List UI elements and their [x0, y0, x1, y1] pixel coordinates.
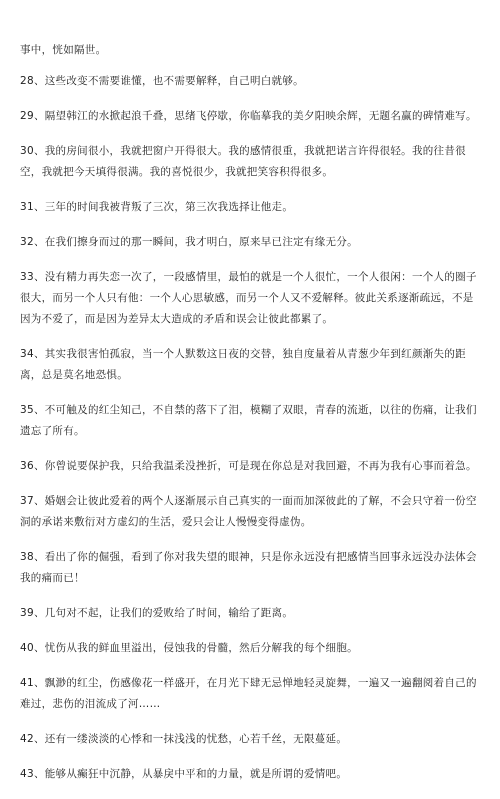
entry-31: 31、三年的时间我被背叛了三次，第三次我选择让他走。 [20, 201, 294, 213]
entry-32: 32、在我们擦身而过的那一瞬间，我才明白，原来早已注定有缘无分。 [20, 236, 358, 248]
entry-37: 37、婚姻会让彼此爱着的两个人逐渐展示自己真实的一面而加深彼此的了解，不会只守着一份空洞的承诺来敷衍对方虚幻的生活，爱只会让人慢慢变得虚伪。 [20, 495, 477, 528]
entry-39: 39、几句对不起，让我们的爱败给了时间，输给了距离。 [20, 607, 294, 619]
entry-42: 42、还有一缕淡淡的心悸和一抹浅浅的忧愁，心若千丝，无限蔓延。 [20, 733, 348, 745]
document-body [20, 40, 482, 799]
entry-43: 43、能够从癫狂中沉静，从暴戾中平和的力量，就是所谓的爱情吧。 [20, 768, 348, 780]
entry-29: 29、隔望韩江的水掀起浪千叠，思绪飞停歇，你临摹我的美夕阳映余辉，无题名赢的碑情难写。 [20, 110, 477, 122]
entry-40: 40、忧伤从我的鲜血里溢出，侵蚀我的骨髓，然后分解我的每个细胞。 [20, 642, 358, 654]
entry-41: 41、飘渺的红尘，伤感像花一样盛开，在月光下肆无忌惮地轻灵旋舞，一遍又一遍翻阅着自己的难过，悲伤的泪流成了河…… [20, 677, 477, 710]
entry-33: 33、没有精力再失恋一次了，一段感情里，最怕的就是一个人很忙，一个人很闲：一个人的圈子很大，而另一个人只有他：一个人心思敏感，而另一个人又不爱解释。彼此关系逐渐疏远，不是因为不爱了，而是因为差异太大造成的矛盾和误会让彼此都累了。 [20, 271, 477, 325]
entry-28: 28、这些改变不需要谁懂，也不需要解释，自己明白就够。 [20, 75, 304, 87]
entry-35: 35、不可触及的红尘知己，不自禁的落下了泪，模糊了双眼，青春的流逝，以往的伤痛，让我们遗忘了所有。 [20, 404, 477, 437]
entry-30: 30、我的房间很小，我就把窗户开得很大。我的感情很重，我就把诺言许得很轻。我的往昔很空，我就把今天填得很满。我的喜悦很少，我就把笑容积得很多。 [20, 145, 466, 178]
entry-38: 38、看出了你的倔强，看到了你对我失望的眼神，只是你永远没有把感情当回事永远没办法体会我的痛而已！ [20, 551, 477, 584]
entry-34: 34、其实我很害怕孤寂，当一个人默数这日夜的交替，独自度量着从青葱少年到红颜渐失的距离，总是莫名地恐惧。 [20, 348, 466, 381]
entry-36: 36、你曾说要保护我，只给我温柔没挫折，可是现在你总是对我回避，不再为我有心事而着急。 [20, 460, 477, 472]
entry-continuation: 事中，恍如隔世。 [20, 44, 107, 56]
